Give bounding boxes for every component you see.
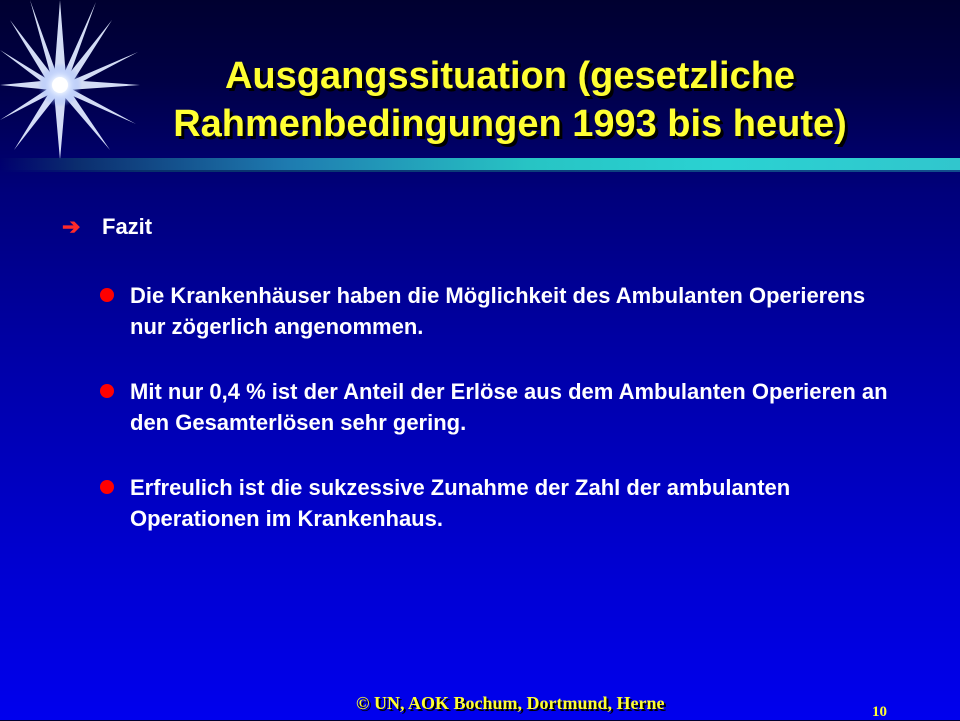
bullet-text: Mit nur 0,4 % ist der Anteil der Erlöse aus dem Ambulanten Operieren an den Gesamterlösen sehr gering. <box>130 379 888 435</box>
bullet-list <box>100 280 920 534</box>
bullet-dot-icon <box>100 288 114 302</box>
list-item <box>100 280 920 342</box>
title-divider-line <box>0 170 960 172</box>
bullet-dot-icon <box>100 384 114 398</box>
footer-copyright: © UN, AOK Bochum, Dortmund, Herne <box>356 693 665 713</box>
section-heading <box>62 214 152 240</box>
page-number: 10 <box>872 704 887 720</box>
section-heading-label: Fazit <box>102 214 153 239</box>
slide-title <box>110 52 910 148</box>
list-item <box>100 376 920 438</box>
arrow-right-icon: ➔ <box>62 214 81 239</box>
list-item <box>100 472 920 534</box>
slide-title-line-2: Rahmenbedingungen 1993 bis heute) <box>173 103 847 145</box>
slide-title-line-1: Ausgangssituation (gesetzliche <box>224 55 796 97</box>
title-divider-bar <box>0 158 960 170</box>
bullet-text: Erfreulich ist die sukzessive Zunahme der Zahl der ambulanten Operationen im Krankenhaus. <box>130 475 791 531</box>
bullet-text: Die Krankenhäuser haben die Möglichkeit des Ambulanten Operierens nur zögerlich angenommen. <box>130 283 866 339</box>
bullet-dot-icon <box>100 480 114 494</box>
